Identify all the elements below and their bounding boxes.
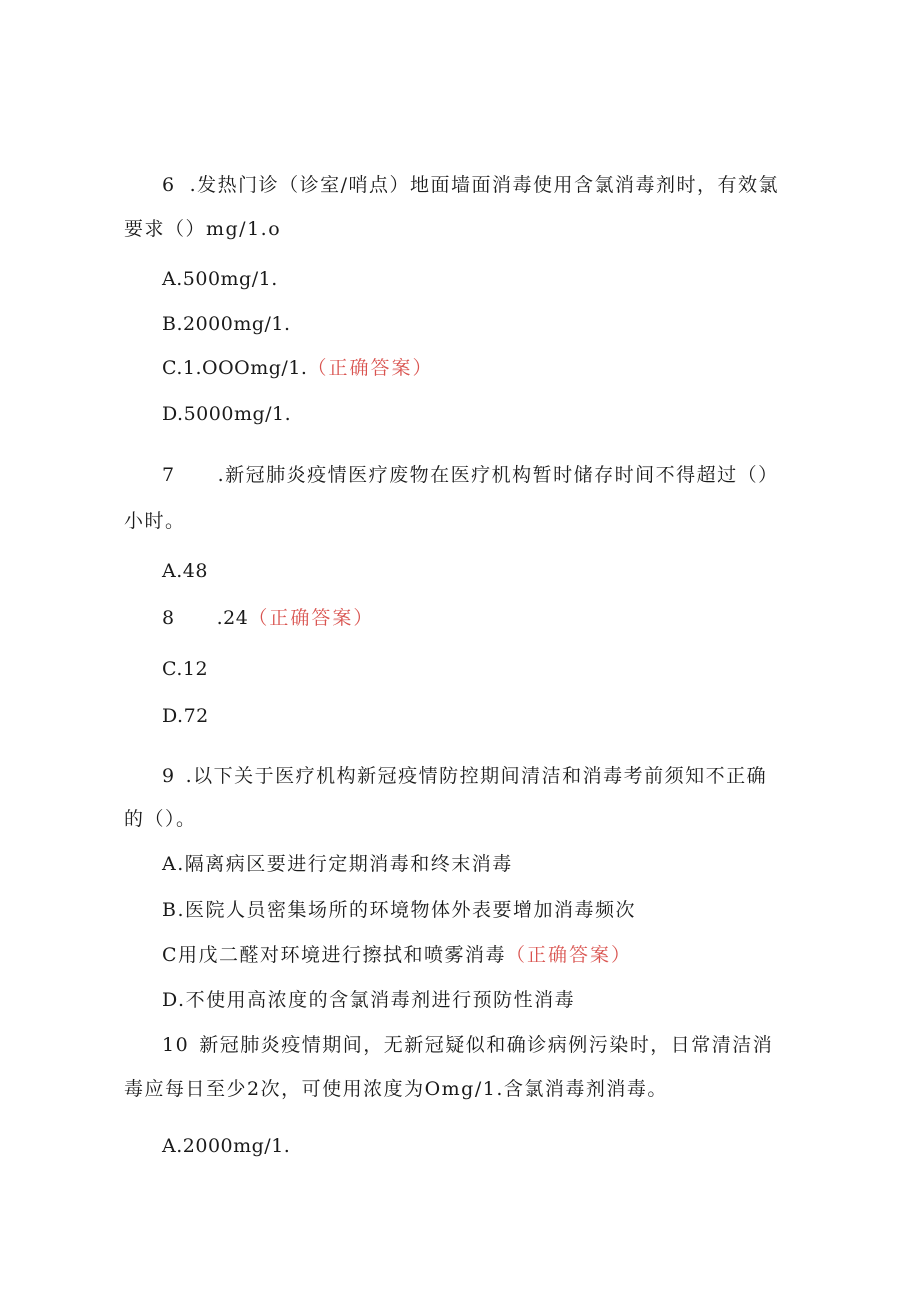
question-7-option-b-text: .24 [216,607,249,629]
question-9-option-d: D.不使用高浓度的含氯消毒剂进行预防性消毒 [162,989,576,1011]
question-6-option-c-text: C.1.OOOmg/1. [162,357,308,379]
question-9-line-1 [162,763,767,789]
question-10-number: 10 [162,1034,190,1056]
question-6-text: .发热门诊（诊室/哨点）地面墙面消毒使用含氯消毒剂时，有效氯 [189,174,780,196]
question-10-text: 新冠肺炎疫情期间，无新冠疑似和确诊病例污染时，日常清洁消 [199,1034,774,1056]
question-7-line-1 [162,462,779,488]
question-9-option-a: A.隔离病区要进行定期消毒和终末消毒 [162,853,513,875]
question-6-option-d: D.5000mg/1. [162,403,292,425]
question-6-line-2: 要求（）mg/1.o [124,218,282,240]
question-9-option-b: B.医院人员密集场所的环境物体外表要增加消毒频次 [162,899,637,921]
question-9-number: 9 [162,765,176,787]
question-6-option-c [162,355,433,381]
question-6-number: 6 [162,174,176,196]
question-9-text: .以下关于医疗机构新冠疫情防控期间清洁和消毒考前须知不正确 [185,765,768,787]
question-9-option-c-text: C用戊二醛对环境进行擦拭和喷雾消毒 [162,944,507,966]
question-7-option-b-number: 8 [162,607,175,629]
question-7-option-d: D.72 [162,705,209,727]
question-9-answer-mark: （正确答案） [506,944,633,966]
question-6-option-b: B.2000mg/1. [162,313,291,335]
question-7-number: 7 [162,464,176,486]
question-10-line-2: 毒应每日至少2次，可使用浓度为Omg/1.含氯消毒剂消毒。 [124,1078,668,1100]
question-9-option-c [162,942,632,968]
question-6-line-1 [162,172,779,198]
question-7-option-a: A.48 [162,560,208,582]
question-10-line-1 [162,1032,773,1058]
question-6-answer-mark: （正确答案） [307,357,434,379]
question-6-option-a: A.500mg/1. [162,268,278,290]
question-10-option-a: A.2000mg/1. [162,1135,291,1157]
question-9-line-2: 的（）。 [124,808,197,830]
question-7-line-2: 小时。 [124,510,186,532]
question-7-text: .新冠肺炎疫情医疗废物在医疗机构暂时储存时间不得超过（） [217,464,779,486]
question-7-option-b [162,605,374,631]
question-7-answer-mark: （正确答案） [248,607,375,629]
question-7-option-c: C.12 [162,658,209,680]
